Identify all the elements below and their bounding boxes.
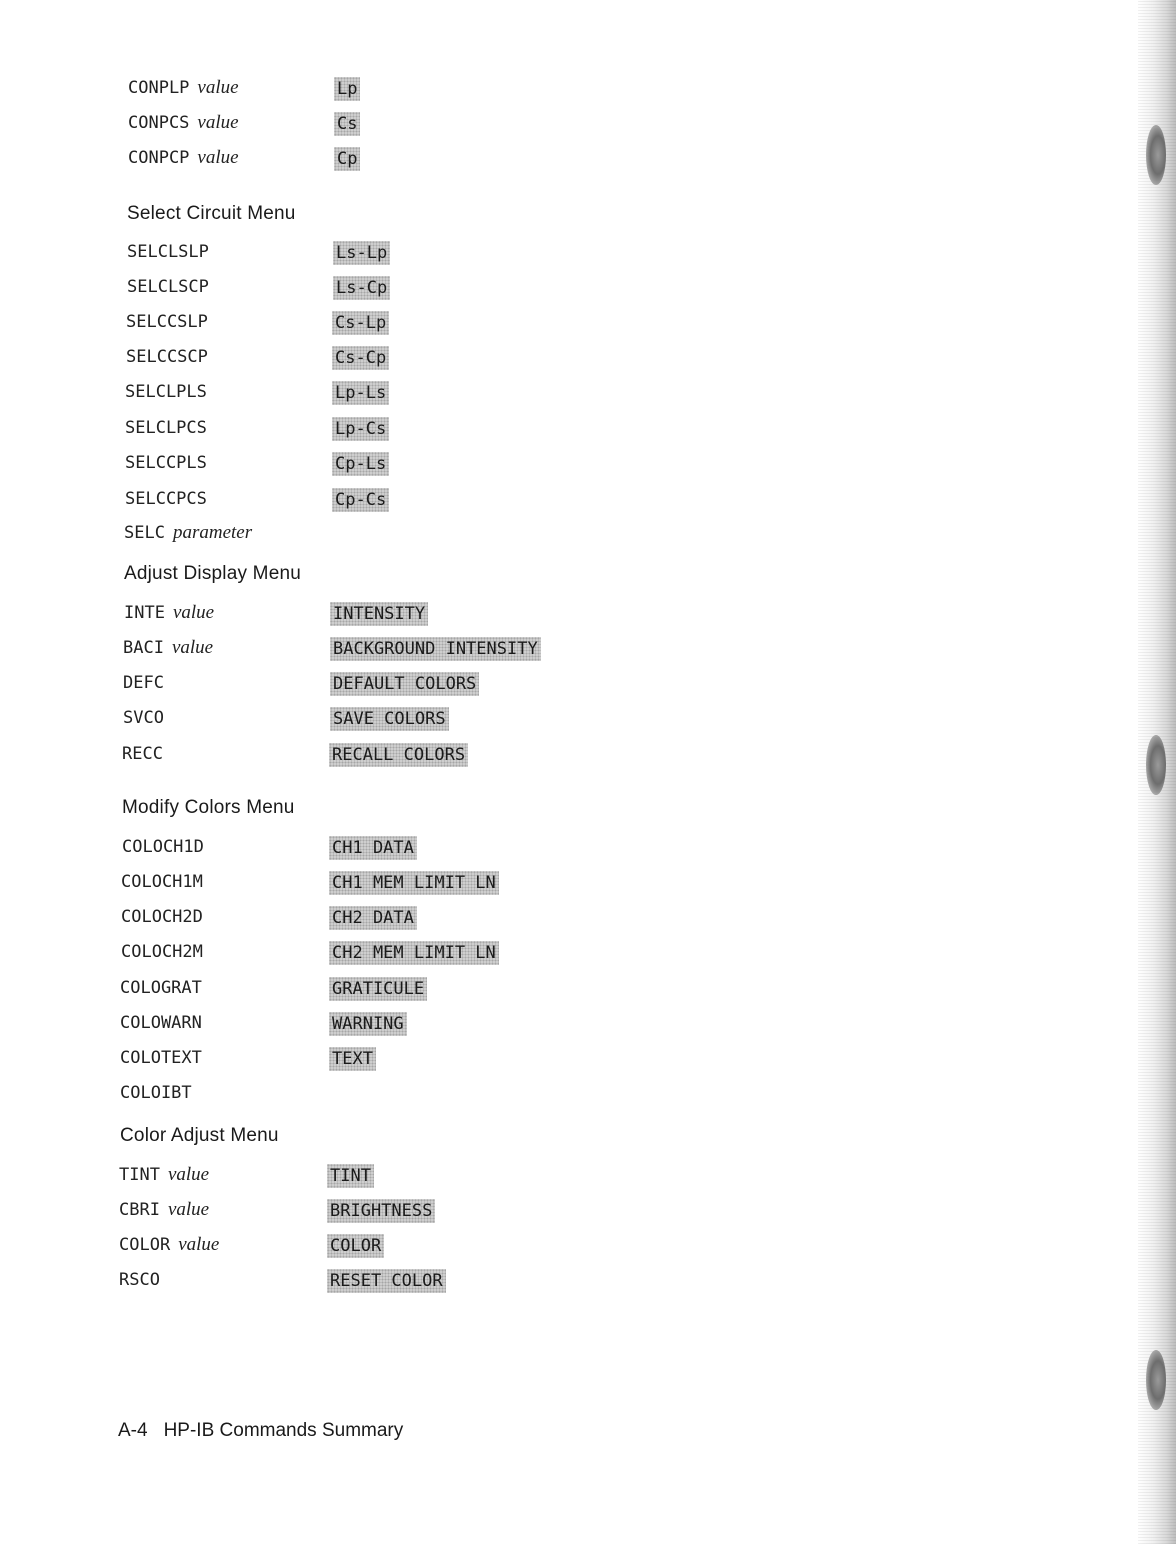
command-mnemonic: COLOCH2M xyxy=(121,942,203,962)
command-mnemonic: CONPCP value xyxy=(128,147,239,168)
command-argument: value xyxy=(167,1199,210,1220)
command-argument: value xyxy=(197,77,239,98)
command-mnemonic: SELCCSCP xyxy=(126,347,208,367)
command-row xyxy=(121,870,821,900)
command-mnemonic: COLOR value xyxy=(119,1234,220,1255)
command-row xyxy=(128,111,828,141)
command-row xyxy=(120,1081,820,1111)
command-mnemonic: CBRI value xyxy=(119,1199,210,1220)
command-argument: value xyxy=(178,1234,220,1255)
command-mnemonic: SELCLSCP xyxy=(127,277,209,297)
section-heading: Modify Colors Menu xyxy=(122,797,295,818)
command-mnemonic: RSCO xyxy=(119,1270,160,1290)
softkey-label: WARNING xyxy=(329,1012,407,1036)
command-mnemonic: SELCCPCS xyxy=(125,489,207,509)
command-row xyxy=(119,1198,819,1228)
command-row xyxy=(119,1163,819,1193)
command-row xyxy=(125,416,825,446)
command-argument: value xyxy=(172,602,215,623)
command-argument: value xyxy=(167,1164,210,1185)
command-mnemonic: COLOCH1M xyxy=(121,872,203,892)
command-mnemonic: SELCCPLS xyxy=(125,453,207,473)
command-mnemonic: CONPCS value xyxy=(128,112,239,133)
command-argument: value xyxy=(197,112,239,133)
command-mnemonic: SELCCSLP xyxy=(126,312,208,332)
command-row xyxy=(125,380,825,410)
softkey-label: RESET COLOR xyxy=(327,1269,446,1293)
command-mnemonic: COLOWARN xyxy=(120,1013,202,1033)
command-row xyxy=(126,345,826,375)
command-row xyxy=(120,976,820,1006)
command-mnemonic: RECC xyxy=(122,744,163,764)
binding-edge xyxy=(1138,0,1176,1544)
command-row xyxy=(128,146,828,176)
command-mnemonic: COLOTEXT xyxy=(120,1048,202,1068)
command-mnemonic: DEFC xyxy=(123,673,164,693)
softkey-label: COLOR xyxy=(327,1234,384,1258)
command-mnemonic: COLOCH2D xyxy=(121,907,203,927)
command-row xyxy=(123,706,823,736)
command-row xyxy=(126,310,826,340)
softkey-label: CH1 DATA xyxy=(329,836,417,860)
command-row xyxy=(119,1268,819,1298)
softkey-label: CH1 MEM LIMIT LN xyxy=(329,871,499,895)
command-row xyxy=(125,487,825,517)
softkey-label: BACKGROUND INTENSITY xyxy=(330,637,541,661)
footer-title: HP-IB Commands Summary xyxy=(163,1420,404,1441)
softkey-label: Cs xyxy=(334,112,360,136)
binder-hole-icon xyxy=(1146,735,1166,795)
softkey-label: DEFAULT COLORS xyxy=(330,672,479,696)
command-row xyxy=(123,636,823,666)
softkey-label: Lp-Cs xyxy=(332,417,389,441)
softkey-label: Lp-Ls xyxy=(332,381,389,405)
softkey-label: BRIGHTNESS xyxy=(327,1199,435,1223)
page-number: A-4 xyxy=(118,1420,148,1441)
softkey-label: Ls-Lp xyxy=(333,241,390,265)
section-heading: Select Circuit Menu xyxy=(127,203,296,224)
softkey-label: Cp-Ls xyxy=(332,452,389,476)
command-row xyxy=(122,742,822,772)
softkey-label: GRATICULE xyxy=(329,977,427,1001)
softkey-label: RECALL COLORS xyxy=(329,743,468,767)
softkey-label: Cs-Cp xyxy=(332,346,389,370)
section-heading: Color Adjust Menu xyxy=(120,1125,279,1146)
command-mnemonic: BACI value xyxy=(123,637,214,658)
page-footer xyxy=(118,1420,403,1442)
softkey-label: Ls-Cp xyxy=(333,276,390,300)
softkey-label: SAVE COLORS xyxy=(330,707,449,731)
command-mnemonic: SELCLPCS xyxy=(125,418,207,438)
command-mnemonic: TINT value xyxy=(119,1164,210,1185)
command-row xyxy=(121,905,821,935)
command-mnemonic: COLOIBT xyxy=(120,1083,192,1103)
binder-hole-icon xyxy=(1146,1350,1166,1410)
softkey-label: Cs-Lp xyxy=(332,311,389,335)
section-heading: Adjust Display Menu xyxy=(124,563,301,584)
softkey-label: CH2 DATA xyxy=(329,906,417,930)
command-row xyxy=(125,451,825,481)
command-row xyxy=(128,76,828,106)
command-mnemonic: SELC parameter xyxy=(124,522,253,543)
softkey-label: Cp-Cs xyxy=(332,488,389,512)
command-row xyxy=(119,1233,819,1263)
softkey-label: Lp xyxy=(334,77,360,101)
command-mnemonic: SELCLSLP xyxy=(127,242,209,262)
command-argument: parameter xyxy=(172,522,253,543)
softkey-label: Cp xyxy=(334,147,360,171)
command-mnemonic: SELCLPLS xyxy=(125,382,207,402)
command-mnemonic: COLOCH1D xyxy=(122,837,204,857)
command-row xyxy=(122,835,822,865)
command-row xyxy=(127,275,827,305)
softkey-label: INTENSITY xyxy=(330,602,428,626)
softkey-label: TEXT xyxy=(329,1047,376,1071)
command-row xyxy=(120,1046,820,1076)
command-row xyxy=(124,601,824,631)
command-mnemonic: SVCO xyxy=(123,708,164,728)
command-row xyxy=(120,1011,820,1041)
command-argument: value xyxy=(171,637,214,658)
command-mnemonic: COLOGRAT xyxy=(120,978,202,998)
command-row xyxy=(121,940,821,970)
command-mnemonic: CONPLP value xyxy=(128,77,239,98)
command-argument: value xyxy=(197,147,239,168)
binder-hole-icon xyxy=(1146,125,1166,185)
softkey-label: TINT xyxy=(327,1164,374,1188)
command-row xyxy=(127,240,827,270)
command-mnemonic: INTE value xyxy=(124,602,215,623)
softkey-label: CH2 MEM LIMIT LN xyxy=(329,941,499,965)
command-row xyxy=(124,521,824,551)
command-row xyxy=(123,671,823,701)
